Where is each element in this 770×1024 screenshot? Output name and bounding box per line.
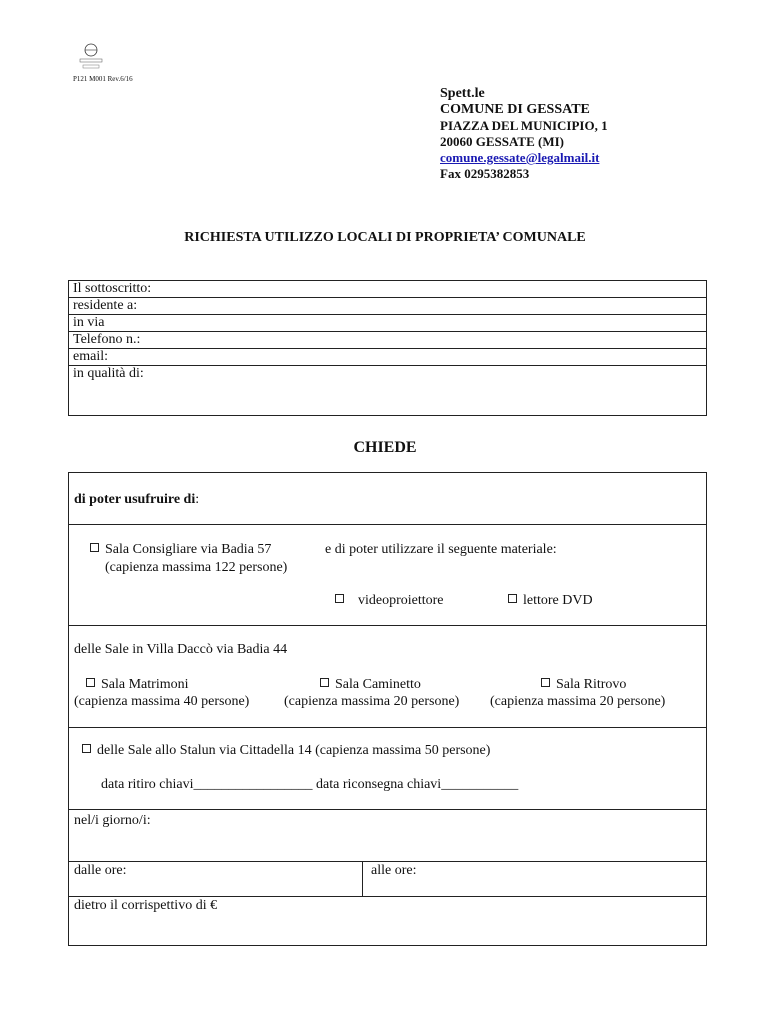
field-sottoscritto[interactable]: Il sottoscritto: <box>69 281 707 298</box>
riconsegna-input[interactable]: ___________ <box>441 777 519 792</box>
villa-dacco-heading: delle Sale in Villa Daccò via Badia 44 <box>74 642 288 657</box>
chiavi-line <box>101 777 518 793</box>
request-box <box>68 472 707 946</box>
chiede-heading: CHIEDE <box>353 439 417 456</box>
field-via[interactable]: in via <box>69 315 707 332</box>
applicant-table <box>68 280 707 416</box>
checkbox-sala-consigliare[interactable]: Sala Consigliare via Badia 57 <box>90 542 271 558</box>
checkbox-icon[interactable] <box>86 678 95 687</box>
divider <box>69 727 706 728</box>
field-giorni[interactable]: nel/i giorno/i: <box>74 813 151 828</box>
divider <box>362 861 363 896</box>
field-alle-ore[interactable]: alle ore: <box>371 863 417 878</box>
checkbox-sala-matrimoni[interactable]: Sala Matrimoni <box>86 677 189 693</box>
ritiro-label: data ritiro chiavi <box>101 777 194 792</box>
sala-caminetto-capacity: (capienza massima 20 persone) <box>284 694 460 709</box>
sala-consigliare-capacity: (capienza massima 122 persone) <box>105 560 288 575</box>
divider <box>69 896 706 897</box>
recipient-city: 20060 GESSATE (MI) <box>440 134 564 149</box>
coat-of-arms-icon <box>78 42 104 74</box>
checkbox-icon[interactable] <box>82 744 91 753</box>
salutation: Spett.le <box>440 86 485 101</box>
checkbox-stalun[interactable]: delle Sale allo Stalun via Cittadella 14 (capienza massima 50 persone) <box>82 743 490 759</box>
riconsegna-label: data riconsegna chiavi <box>316 777 442 792</box>
recipient-name: COMUNE DI GESSATE <box>440 102 590 117</box>
field-corrispettivo[interactable]: dietro il corrispettivo di € <box>74 898 218 913</box>
checkbox-icon[interactable] <box>320 678 329 687</box>
field-residente[interactable]: residente a: <box>69 298 707 315</box>
divider <box>69 625 706 626</box>
field-qualita[interactable]: in qualità di: <box>69 366 707 416</box>
field-dalle-ore[interactable]: dalle ore: <box>74 863 127 878</box>
checkbox-icon[interactable] <box>335 594 344 603</box>
sala-ritrovo-capacity: (capienza massima 20 persone) <box>490 694 666 709</box>
checkbox-sala-ritrovo[interactable]: Sala Ritrovo <box>541 677 626 693</box>
checkbox-icon[interactable] <box>90 543 99 552</box>
request-intro: di poter usufruire di: <box>74 492 200 507</box>
checkbox-icon[interactable] <box>541 678 550 687</box>
checkbox-lettore-dvd[interactable]: lettore DVD <box>508 593 593 609</box>
checkbox-videoproiettore[interactable]: videoproiettore <box>335 593 444 609</box>
field-telefono[interactable]: Telefono n.: <box>69 332 707 349</box>
materiale-intro: e di poter utilizzare il seguente materiale: <box>325 542 557 557</box>
checkbox-sala-caminetto[interactable]: Sala Caminetto <box>320 677 421 693</box>
checkbox-icon[interactable] <box>508 594 517 603</box>
comune-logo <box>78 42 104 79</box>
recipient-fax: Fax 0295382853 <box>440 166 530 181</box>
document-title: RICHIESTA UTILIZZO LOCALI DI PROPRIETA’ COMUNALE <box>184 230 586 245</box>
divider <box>69 524 706 525</box>
recipient-address <box>440 86 608 182</box>
divider <box>69 861 706 862</box>
form-code: P121 M001 Rev.6/16 <box>73 75 133 83</box>
recipient-street: PIAZZA DEL MUNICIPIO, 1 <box>440 118 608 133</box>
field-email[interactable]: email: <box>69 349 707 366</box>
ritiro-input[interactable]: _________________ <box>193 777 313 792</box>
recipient-email-link[interactable]: comune.gessate@legalmail.it <box>440 150 600 165</box>
sala-matrimoni-capacity: (capienza massima 40 persone) <box>74 694 250 709</box>
divider <box>69 809 706 810</box>
